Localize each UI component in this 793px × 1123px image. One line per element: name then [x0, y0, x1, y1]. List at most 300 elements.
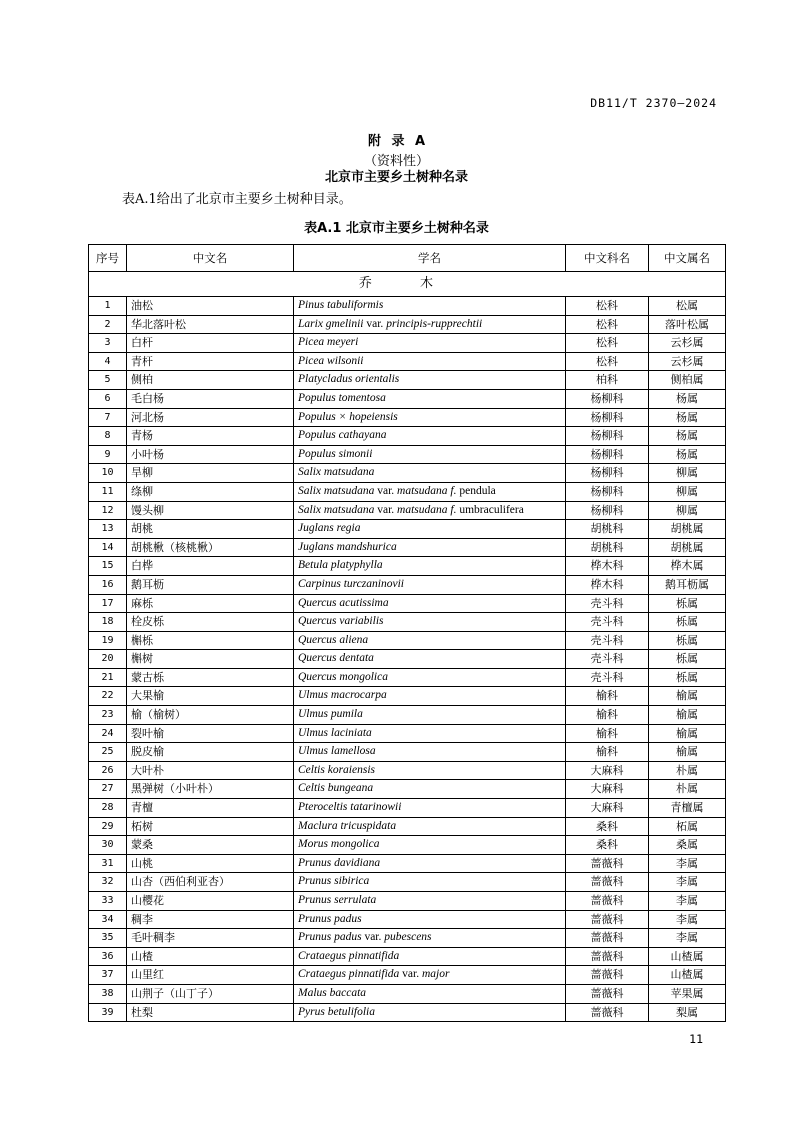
- section-label: 乔 木: [89, 272, 726, 297]
- header-genus: 中文属名: [649, 245, 726, 272]
- family-name: 蔷薇科: [566, 873, 649, 892]
- scientific-name-part: Crataegus pinnatifida: [298, 968, 400, 981]
- scientific-name-part: Prunus davidiana: [298, 856, 381, 869]
- chinese-name: 柘树: [127, 817, 294, 836]
- chinese-name: 槲栎: [127, 631, 294, 650]
- row-number: 15: [89, 557, 127, 576]
- scientific-name: [294, 334, 566, 353]
- family-name: 蔷薇科: [566, 910, 649, 929]
- scientific-name: [294, 892, 566, 911]
- family-name: 榆科: [566, 706, 649, 725]
- scientific-name-part: umbraculifera: [456, 503, 524, 516]
- scientific-name-part: pubescens: [384, 931, 432, 944]
- row-number: 34: [89, 910, 127, 929]
- header-scientific-name: 学名: [294, 245, 566, 272]
- scientific-name-part: Picea wilsonii: [298, 354, 364, 367]
- row-number: 24: [89, 724, 127, 743]
- chinese-name: 黑弹树（小叶朴）: [127, 780, 294, 799]
- family-name: 杨柳科: [566, 408, 649, 427]
- family-name: 壳斗科: [566, 594, 649, 613]
- scientific-name: [294, 706, 566, 725]
- table-row: [89, 501, 726, 520]
- table-row: [89, 445, 726, 464]
- genus-name: 李属: [649, 929, 726, 948]
- genus-name: 云杉属: [649, 334, 726, 353]
- scientific-name-part: var.: [399, 968, 422, 981]
- genus-name: 柳属: [649, 501, 726, 520]
- family-name: 榆科: [566, 743, 649, 762]
- family-name: 胡桃科: [566, 520, 649, 539]
- genus-name: 朴属: [649, 780, 726, 799]
- table-row: [89, 482, 726, 501]
- table-row: [89, 334, 726, 353]
- genus-name: 李属: [649, 873, 726, 892]
- family-name: 大麻科: [566, 780, 649, 799]
- genus-name: 杨属: [649, 408, 726, 427]
- table-row: [89, 1003, 726, 1022]
- scientific-name-part: Platycladus orientalis: [298, 373, 400, 386]
- table-row: [89, 371, 726, 390]
- scientific-name-part: Quercus variabilis: [298, 615, 384, 628]
- row-number: 7: [89, 408, 127, 427]
- row-number: 8: [89, 427, 127, 446]
- scientific-name-part: Quercus acutissima: [298, 596, 389, 609]
- scientific-name-part: Prunus padus: [298, 931, 362, 944]
- row-number: 3: [89, 334, 127, 353]
- scientific-name-part: var.: [361, 931, 385, 944]
- appendix-name: 北京市主要乡土树种名录: [324, 170, 468, 185]
- chinese-name: 旱柳: [127, 464, 294, 483]
- chinese-name: 油松: [127, 297, 294, 316]
- table-row: [89, 817, 726, 836]
- scientific-name-part: var.: [363, 317, 387, 330]
- genus-name: 侧柏属: [649, 371, 726, 390]
- family-name: 榆科: [566, 724, 649, 743]
- table-row: [89, 631, 726, 650]
- family-name: 壳斗科: [566, 668, 649, 687]
- chinese-name: 山荆子（山丁子）: [127, 984, 294, 1003]
- scientific-name: [294, 780, 566, 799]
- chinese-name: 绦柳: [127, 482, 294, 501]
- scientific-name-part: Ulmus laciniata: [298, 726, 372, 739]
- scientific-name: [294, 427, 566, 446]
- row-number: 26: [89, 761, 127, 780]
- table-row: [89, 427, 726, 446]
- scientific-name-part: Prunus serrulata: [298, 894, 377, 906]
- genus-name: 李属: [649, 854, 726, 873]
- family-name: 松科: [566, 315, 649, 334]
- scientific-name: [294, 352, 566, 371]
- table-row: [89, 389, 726, 408]
- row-number: 29: [89, 817, 127, 836]
- family-name: 蔷薇科: [566, 966, 649, 985]
- scientific-name-part: Carpinus turczaninovii: [298, 577, 404, 590]
- row-number: 37: [89, 966, 127, 985]
- scientific-name: [294, 724, 566, 743]
- scientific-name-part: Juglans regia: [298, 522, 361, 535]
- genus-name: 鹅耳枥属: [649, 575, 726, 594]
- scientific-name-part: pendula: [456, 484, 496, 497]
- scientific-name-part: Populus × hopeiensis: [298, 410, 398, 423]
- chinese-name: 山桃: [127, 854, 294, 873]
- chinese-name: 毛叶稠李: [127, 929, 294, 948]
- scientific-name: [294, 761, 566, 780]
- row-number: 1: [89, 297, 127, 316]
- row-number: 2: [89, 315, 127, 334]
- table-row: [89, 650, 726, 669]
- scientific-name-part: Populus tomentosa: [298, 391, 386, 404]
- genus-name: 朴属: [649, 761, 726, 780]
- genus-name: 桑属: [649, 836, 726, 855]
- scientific-name: [294, 631, 566, 650]
- row-number: 28: [89, 799, 127, 818]
- family-name: 杨柳科: [566, 427, 649, 446]
- genus-name: 榆属: [649, 724, 726, 743]
- family-name: 蔷薇科: [566, 929, 649, 948]
- family-name: 松科: [566, 334, 649, 353]
- scientific-name: [294, 836, 566, 855]
- scientific-name: [294, 650, 566, 669]
- row-number: 16: [89, 575, 127, 594]
- table-row: [89, 910, 726, 929]
- genus-name: 榆属: [649, 743, 726, 762]
- row-number: 6: [89, 389, 127, 408]
- row-number: 9: [89, 445, 127, 464]
- scientific-name-part: Quercus mongolica: [298, 670, 388, 683]
- table-row: [89, 315, 726, 334]
- genus-name: 胡桃属: [649, 538, 726, 557]
- chinese-name: 山樱花: [127, 892, 294, 911]
- scientific-name: [294, 371, 566, 390]
- row-number: 39: [89, 1003, 127, 1022]
- scientific-name: [294, 910, 566, 929]
- scientific-name: [294, 445, 566, 464]
- chinese-name: 胡桃: [127, 520, 294, 539]
- genus-name: 杨属: [649, 427, 726, 446]
- table-row: [89, 873, 726, 892]
- scientific-name: [294, 315, 566, 334]
- scientific-name: [294, 297, 566, 316]
- scientific-name-part: matsudana f.: [397, 503, 457, 516]
- family-name: 榆科: [566, 687, 649, 706]
- scientific-name-part: Quercus aliena: [298, 633, 369, 646]
- row-number: 20: [89, 650, 127, 669]
- chinese-name: 白桦: [127, 557, 294, 576]
- scientific-name-part: Prunus padus: [298, 912, 362, 925]
- table-row: [89, 464, 726, 483]
- chinese-name: 山里红: [127, 966, 294, 985]
- scientific-name-part: matsudana f.: [397, 484, 457, 497]
- table-caption: 表A.1 北京市主要乡土树种名录: [304, 221, 489, 236]
- row-number: 19: [89, 631, 127, 650]
- genus-name: 柘属: [649, 817, 726, 836]
- table-row: [89, 761, 726, 780]
- scientific-name: [294, 557, 566, 576]
- table-row: [89, 984, 726, 1003]
- scientific-name: [294, 687, 566, 706]
- chinese-name: 青檀: [127, 799, 294, 818]
- genus-name: 栎属: [649, 594, 726, 613]
- scientific-name-part: principis-rupprechtii: [386, 317, 483, 330]
- genus-name: 柳属: [649, 482, 726, 501]
- chinese-name: 青杨: [127, 427, 294, 446]
- appendix-title: 附 录 A: [367, 134, 426, 149]
- scientific-name-part: Juglans mandshurica: [298, 540, 397, 553]
- intro-paragraph: 表A.1给出了北京市主要乡土树种目录。: [122, 192, 352, 207]
- row-number: 25: [89, 743, 127, 762]
- scientific-name: [294, 501, 566, 520]
- table-row: [89, 743, 726, 762]
- table-header-row: [89, 245, 726, 272]
- scientific-name-part: Ulmus pumila: [298, 708, 363, 721]
- chinese-name: 山杏（西伯利亚杏）: [127, 873, 294, 892]
- family-name: 桦木科: [566, 575, 649, 594]
- family-name: 大麻科: [566, 799, 649, 818]
- family-name: 松科: [566, 297, 649, 316]
- row-number: 31: [89, 854, 127, 873]
- family-name: 杨柳科: [566, 501, 649, 520]
- genus-name: 榆属: [649, 706, 726, 725]
- table-row: [89, 947, 726, 966]
- chinese-name: 河北杨: [127, 408, 294, 427]
- scientific-name: [294, 873, 566, 892]
- scientific-name: [294, 743, 566, 762]
- row-number: 33: [89, 892, 127, 911]
- table-row: [89, 352, 726, 371]
- row-number: 32: [89, 873, 127, 892]
- table-row: [89, 724, 726, 743]
- chinese-name: 馒头柳: [127, 501, 294, 520]
- family-name: 壳斗科: [566, 613, 649, 632]
- table-row: [89, 557, 726, 576]
- chinese-name: 侧柏: [127, 371, 294, 390]
- family-name: 壳斗科: [566, 631, 649, 650]
- scientific-name-part: Quercus dentata: [298, 652, 374, 665]
- scientific-name-part: Prunus sibirica: [298, 875, 370, 888]
- table-row: [89, 706, 726, 725]
- chinese-name: 毛白杨: [127, 389, 294, 408]
- standard-code: DB11/T 2370—2024: [590, 96, 717, 110]
- genus-name: 李属: [649, 892, 726, 911]
- scientific-name-part: Salix matsudana: [298, 466, 375, 479]
- chinese-name: 小叶杨: [127, 445, 294, 464]
- scientific-name-part: Picea meyeri: [298, 336, 359, 349]
- scientific-name: [294, 520, 566, 539]
- scientific-name-part: Larix gmelinii: [298, 317, 364, 330]
- scientific-name: [294, 464, 566, 483]
- scientific-name: [294, 817, 566, 836]
- tree-species-table: [88, 244, 726, 1022]
- family-name: 蔷薇科: [566, 854, 649, 873]
- family-name: 桑科: [566, 836, 649, 855]
- genus-name: 落叶松属: [649, 315, 726, 334]
- genus-name: 松属: [649, 297, 726, 316]
- scientific-name: [294, 613, 566, 632]
- table-row: [89, 799, 726, 818]
- chinese-name: 脱皮榆: [127, 743, 294, 762]
- row-number: 22: [89, 687, 127, 706]
- genus-name: 山楂属: [649, 966, 726, 985]
- scientific-name: [294, 984, 566, 1003]
- scientific-name-part: Populus simonii: [298, 447, 373, 460]
- chinese-name: 稠李: [127, 910, 294, 929]
- table-row: [89, 929, 726, 948]
- genus-name: 杨属: [649, 389, 726, 408]
- row-number: 35: [89, 929, 127, 948]
- scientific-name-part: Populus cathayana: [298, 429, 387, 442]
- family-name: 杨柳科: [566, 482, 649, 501]
- scientific-name-part: Malus baccata: [298, 986, 367, 999]
- scientific-name-part: Salix matsudana: [298, 484, 375, 497]
- scientific-name-part: Celtis koraiensis: [298, 763, 375, 776]
- chinese-name: 山楂: [127, 947, 294, 966]
- scientific-name: [294, 408, 566, 427]
- row-number: 36: [89, 947, 127, 966]
- genus-name: 山楂属: [649, 947, 726, 966]
- table-row: [89, 780, 726, 799]
- scientific-name-part: Salix matsudana: [298, 503, 375, 516]
- row-number: 17: [89, 594, 127, 613]
- scientific-name: [294, 1003, 566, 1022]
- scientific-name: [294, 575, 566, 594]
- table-row: [89, 966, 726, 985]
- table-row: [89, 538, 726, 557]
- row-number: 23: [89, 706, 127, 725]
- family-name: 桑科: [566, 817, 649, 836]
- table-row: [89, 854, 726, 873]
- scientific-name-part: Ulmus macrocarpa: [298, 689, 387, 702]
- scientific-name-part: Pteroceltis tatarinowii: [298, 801, 402, 814]
- family-name: 杨柳科: [566, 445, 649, 464]
- chinese-name: 麻栎: [127, 594, 294, 613]
- genus-name: 桦木属: [649, 557, 726, 576]
- genus-name: 栎属: [649, 668, 726, 687]
- table-row: [89, 594, 726, 613]
- table-row: [89, 836, 726, 855]
- scientific-name-part: major: [421, 968, 450, 981]
- chinese-name: 大果榆: [127, 687, 294, 706]
- chinese-name: 蒙古栎: [127, 668, 294, 687]
- page-number: 11: [689, 1032, 703, 1046]
- scientific-name-part: Pyrus betulifolia: [298, 1005, 375, 1018]
- chinese-name: 榆（榆树）: [127, 706, 294, 725]
- chinese-name: 栓皮栎: [127, 613, 294, 632]
- row-number: 12: [89, 501, 127, 520]
- scientific-name: [294, 799, 566, 818]
- table-row: [89, 613, 726, 632]
- row-number: 38: [89, 984, 127, 1003]
- scientific-name: [294, 538, 566, 557]
- family-name: 壳斗科: [566, 650, 649, 669]
- table-row: [89, 668, 726, 687]
- chinese-name: 裂叶榆: [127, 724, 294, 743]
- chinese-name: 胡桃楸（核桃楸）: [127, 538, 294, 557]
- table-row: [89, 520, 726, 539]
- section-row: [89, 272, 726, 297]
- header-family: 中文科名: [566, 245, 649, 272]
- chinese-name: 白杆: [127, 334, 294, 353]
- scientific-name: [294, 482, 566, 501]
- row-number: 30: [89, 836, 127, 855]
- family-name: 胡桃科: [566, 538, 649, 557]
- genus-name: 梨属: [649, 1003, 726, 1022]
- row-number: 18: [89, 613, 127, 632]
- row-number: 21: [89, 668, 127, 687]
- scientific-name-part: Maclura tricuspidata: [298, 819, 397, 832]
- header-chinese-name: 中文名: [127, 245, 294, 272]
- scientific-name: [294, 947, 566, 966]
- row-number: 10: [89, 464, 127, 483]
- family-name: 大麻科: [566, 761, 649, 780]
- table-row: [89, 575, 726, 594]
- genus-name: 杨属: [649, 445, 726, 464]
- scientific-name: [294, 594, 566, 613]
- row-number: 4: [89, 352, 127, 371]
- table-row: [89, 892, 726, 911]
- genus-name: 栎属: [649, 650, 726, 669]
- family-name: 柏科: [566, 371, 649, 390]
- chinese-name: 鹅耳枥: [127, 575, 294, 594]
- genus-name: 青檀属: [649, 799, 726, 818]
- family-name: 杨柳科: [566, 464, 649, 483]
- scientific-name-part: Morus mongolica: [298, 838, 380, 851]
- family-name: 桦木科: [566, 557, 649, 576]
- genus-name: 胡桃属: [649, 520, 726, 539]
- family-name: 杨柳科: [566, 389, 649, 408]
- genus-name: 云杉属: [649, 352, 726, 371]
- table-row: [89, 687, 726, 706]
- chinese-name: 蒙桑: [127, 836, 294, 855]
- genus-name: 柳属: [649, 464, 726, 483]
- chinese-name: 槲树: [127, 650, 294, 669]
- scientific-name-part: Pinus tabuliformis: [298, 299, 384, 311]
- family-name: 松科: [566, 352, 649, 371]
- family-name: 蔷薇科: [566, 1003, 649, 1022]
- scientific-name-part: Betula platyphylla: [298, 559, 383, 572]
- family-name: 蔷薇科: [566, 984, 649, 1003]
- header-no: 序号: [89, 245, 127, 272]
- genus-name: 榆属: [649, 687, 726, 706]
- scientific-name: [294, 389, 566, 408]
- row-number: 14: [89, 538, 127, 557]
- row-number: 13: [89, 520, 127, 539]
- chinese-name: 杜梨: [127, 1003, 294, 1022]
- genus-name: 栎属: [649, 613, 726, 632]
- chinese-name: 青杆: [127, 352, 294, 371]
- genus-name: 栎属: [649, 631, 726, 650]
- chinese-name: 华北落叶松: [127, 315, 294, 334]
- scientific-name-part: Crataegus pinnatifida: [298, 949, 400, 962]
- scientific-name: [294, 966, 566, 985]
- scientific-name-part: var.: [374, 503, 398, 516]
- scientific-name: [294, 854, 566, 873]
- appendix-kind: （资料性）: [363, 154, 429, 169]
- genus-name: 苹果属: [649, 984, 726, 1003]
- table-row: [89, 408, 726, 427]
- genus-name: 李属: [649, 910, 726, 929]
- scientific-name-part: Ulmus lamellosa: [298, 745, 376, 758]
- scientific-name: [294, 929, 566, 948]
- family-name: 蔷薇科: [566, 892, 649, 911]
- scientific-name-part: Celtis bungeana: [298, 782, 374, 795]
- scientific-name: [294, 668, 566, 687]
- table-row: [89, 297, 726, 316]
- row-number: 11: [89, 482, 127, 501]
- family-name: 蔷薇科: [566, 947, 649, 966]
- chinese-name: 大叶朴: [127, 761, 294, 780]
- scientific-name-part: var.: [374, 484, 398, 497]
- row-number: 5: [89, 371, 127, 390]
